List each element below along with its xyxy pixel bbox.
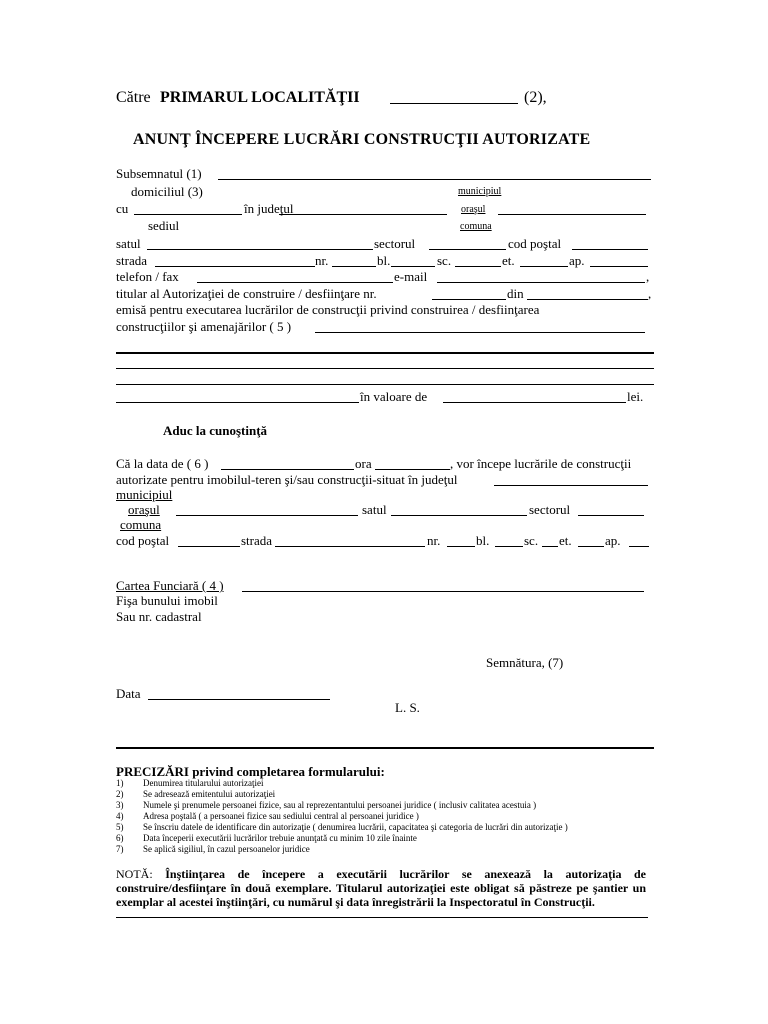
sc-line (455, 266, 501, 267)
primar-line (390, 103, 518, 104)
cartea-funciara-line (242, 591, 644, 592)
email-line (437, 282, 645, 283)
label-sc: sc. (437, 253, 452, 268)
strada-line (155, 266, 315, 267)
aduc-ap-line (629, 546, 649, 547)
constructii-line-1 (315, 332, 645, 333)
satul-line (147, 249, 373, 250)
cod-postal-line (572, 249, 648, 250)
label-din: din (507, 286, 524, 301)
aduc-satul-line (391, 515, 527, 516)
precizari-heading: PRECIZĂRI privind completarea formularului: (116, 764, 385, 779)
aduc-localitate-line (176, 515, 358, 516)
header-primar-suffix: (2), (524, 89, 547, 106)
aduc-cod-postal-line (178, 546, 240, 547)
bl-line (391, 266, 435, 267)
list-item: 6) Data începerii executării lucrărilor trebuie anunţată cu minim 10 zile înainte (116, 833, 417, 843)
ap-line (590, 266, 648, 267)
aduc-label-cod-postal: cod poştal (116, 533, 170, 548)
aduc-label-municipiul: municipiul (116, 487, 173, 502)
label-ap: ap. (569, 253, 585, 268)
constructii-line-4 (116, 384, 654, 385)
label-et: et. (502, 253, 515, 268)
aduc-label-nr: nr. (427, 533, 441, 548)
telefon-line (197, 282, 393, 283)
label-titular: titular al Autorizaţiei de construire / desfiinţare nr. (116, 286, 377, 301)
email-comma: , (646, 269, 650, 284)
label-sectorul: sectorul (374, 236, 416, 251)
constructii-line-5 (116, 402, 359, 403)
label-fisa: Fişa bunului imobil (116, 593, 218, 608)
list-item: 5) Se înscriu datele de identificare din autorizaţie ( denumirea lucrării, capacitatea şi categoria de lucrări din autorizaţie ) (116, 822, 568, 832)
label-orasul: oraşul (461, 204, 486, 215)
aduc-nr-line (447, 546, 475, 547)
aduc-label-sectorul: sectorul (529, 502, 571, 517)
data-line (148, 699, 330, 700)
aduc-strada-line (275, 546, 425, 547)
label-autorizate: autorizate pentru imobilul-teren şi/sau construcţii-situat în judeţul (116, 472, 458, 487)
aduc-bl-line (495, 546, 523, 547)
label-vor-incepe: , vor începe lucrările de construcţii (450, 456, 632, 471)
label-ca-la-data: Că la data de ( 6 ) (116, 456, 209, 471)
label-ora: ora (355, 456, 372, 471)
label-satul: satul (116, 236, 141, 251)
label-nr: nr. (315, 253, 329, 268)
aduc-label-comuna: comuna (120, 517, 162, 532)
label-nr-cadastral: Sau nr. cadastral (116, 609, 202, 624)
list-item: 1) Denumirea titularului autorizaţiei (116, 778, 264, 788)
label-lei: lei. (627, 389, 644, 404)
aduc-et-line (578, 546, 604, 547)
localitate-line (498, 214, 646, 215)
et-line (520, 266, 568, 267)
nota-text: Înştiinţarea de începere a executării lucrărilor se anexează la autorizaţia de construire/desfiinţare în două exemplare. Titularul autorizaţiei este obligat să păstreze pe şantier un exemplar al acestei înştiinţări, cu numărul şi data înregistrării la Inspectoratul în Construcţii. (116, 867, 646, 909)
nr-line (332, 266, 376, 267)
header-catre: Către (116, 89, 151, 106)
label-cod-postal: cod poştal (508, 236, 562, 251)
aduc-label-strada: strada (241, 533, 273, 548)
aduc-label-bl: bl. (476, 533, 490, 548)
label-cu: cu (116, 201, 129, 216)
label-municipiul: municipiul (458, 186, 502, 197)
list-item: 3) Numele şi prenumele persoanei fizice, sau al reprezentantului persoanei juridice ( inclusiv calitatea acestuia ) (116, 800, 537, 810)
aduc-heading: Aduc la cunoştinţă (163, 423, 268, 438)
label-strada: strada (116, 253, 148, 268)
din-comma: , (648, 286, 652, 301)
aduc-label-satul: satul (362, 502, 387, 517)
label-sediul: sediul (148, 218, 180, 233)
aduc-judet-line (494, 485, 648, 486)
list-item: 2) Se adresează emitentului autorizaţiei (116, 789, 276, 799)
label-in-valoare: în valoare de (360, 389, 428, 404)
label-telefon: telefon / fax (116, 269, 179, 284)
label-semnatura: Semnătura, (7) (486, 655, 564, 670)
label-in-judetul: în judeţul (244, 201, 294, 216)
aduc-label-ap: ap. (605, 533, 621, 548)
cu-line (134, 214, 242, 215)
label-comuna: comuna (460, 221, 492, 232)
list-item: 7) Se aplică sigiliul, în cazul persoanelor juridice (116, 844, 310, 854)
valoare-line (443, 402, 626, 403)
list-item: 4) Adresa poştală ( a persoanei fizice sau sediului central al persoanei juridice ) (116, 811, 419, 821)
sectorul-line (429, 249, 506, 250)
header-primar: PRIMARUL LOCALITĂŢII (160, 89, 360, 106)
label-data: Data (116, 686, 141, 701)
nota-label: NOTĂ: (116, 867, 153, 881)
precizari-list (116, 778, 568, 855)
label-emisa: emisă pentru executarea lucrărilor de construcţii privind construirea / desfiinţarea (116, 302, 540, 317)
aduc-label-orasul: oraşul (128, 502, 160, 517)
aduc-sc-line (542, 546, 558, 547)
label-ls: L. S. (395, 700, 420, 715)
subsemnatul-line (218, 179, 651, 180)
aduc-label-sc: sc. (524, 533, 539, 548)
page-title: ANUNŢ ÎNCEPERE LUCRĂRI CONSTRUCŢII AUTORIZATE (133, 131, 591, 148)
aduc-sectorul-line (578, 515, 644, 516)
label-domiciliul: domiciliul (3) (131, 184, 203, 199)
label-subsemnatul: Subsemnatul (1) (116, 166, 202, 181)
constructii-line-2 (116, 352, 654, 354)
nota-bottom-line (116, 917, 648, 918)
label-bl: bl. (377, 253, 391, 268)
ora-line (375, 469, 450, 470)
label-cartea-funciara: Cartea Funciară ( 4 ) (116, 578, 224, 593)
constructii-line-3 (116, 368, 654, 369)
data-incepere-line (221, 469, 354, 470)
judet-line (279, 214, 447, 215)
label-constructiilor: construcţiilor şi amenajărilor ( 5 ) (116, 319, 292, 334)
separator-line (116, 747, 654, 749)
label-email: e-mail (394, 269, 428, 284)
autorizatie-nr-line (432, 299, 506, 300)
nota-paragraph (116, 867, 646, 909)
aduc-label-et: et. (559, 533, 572, 548)
din-line (527, 299, 648, 300)
